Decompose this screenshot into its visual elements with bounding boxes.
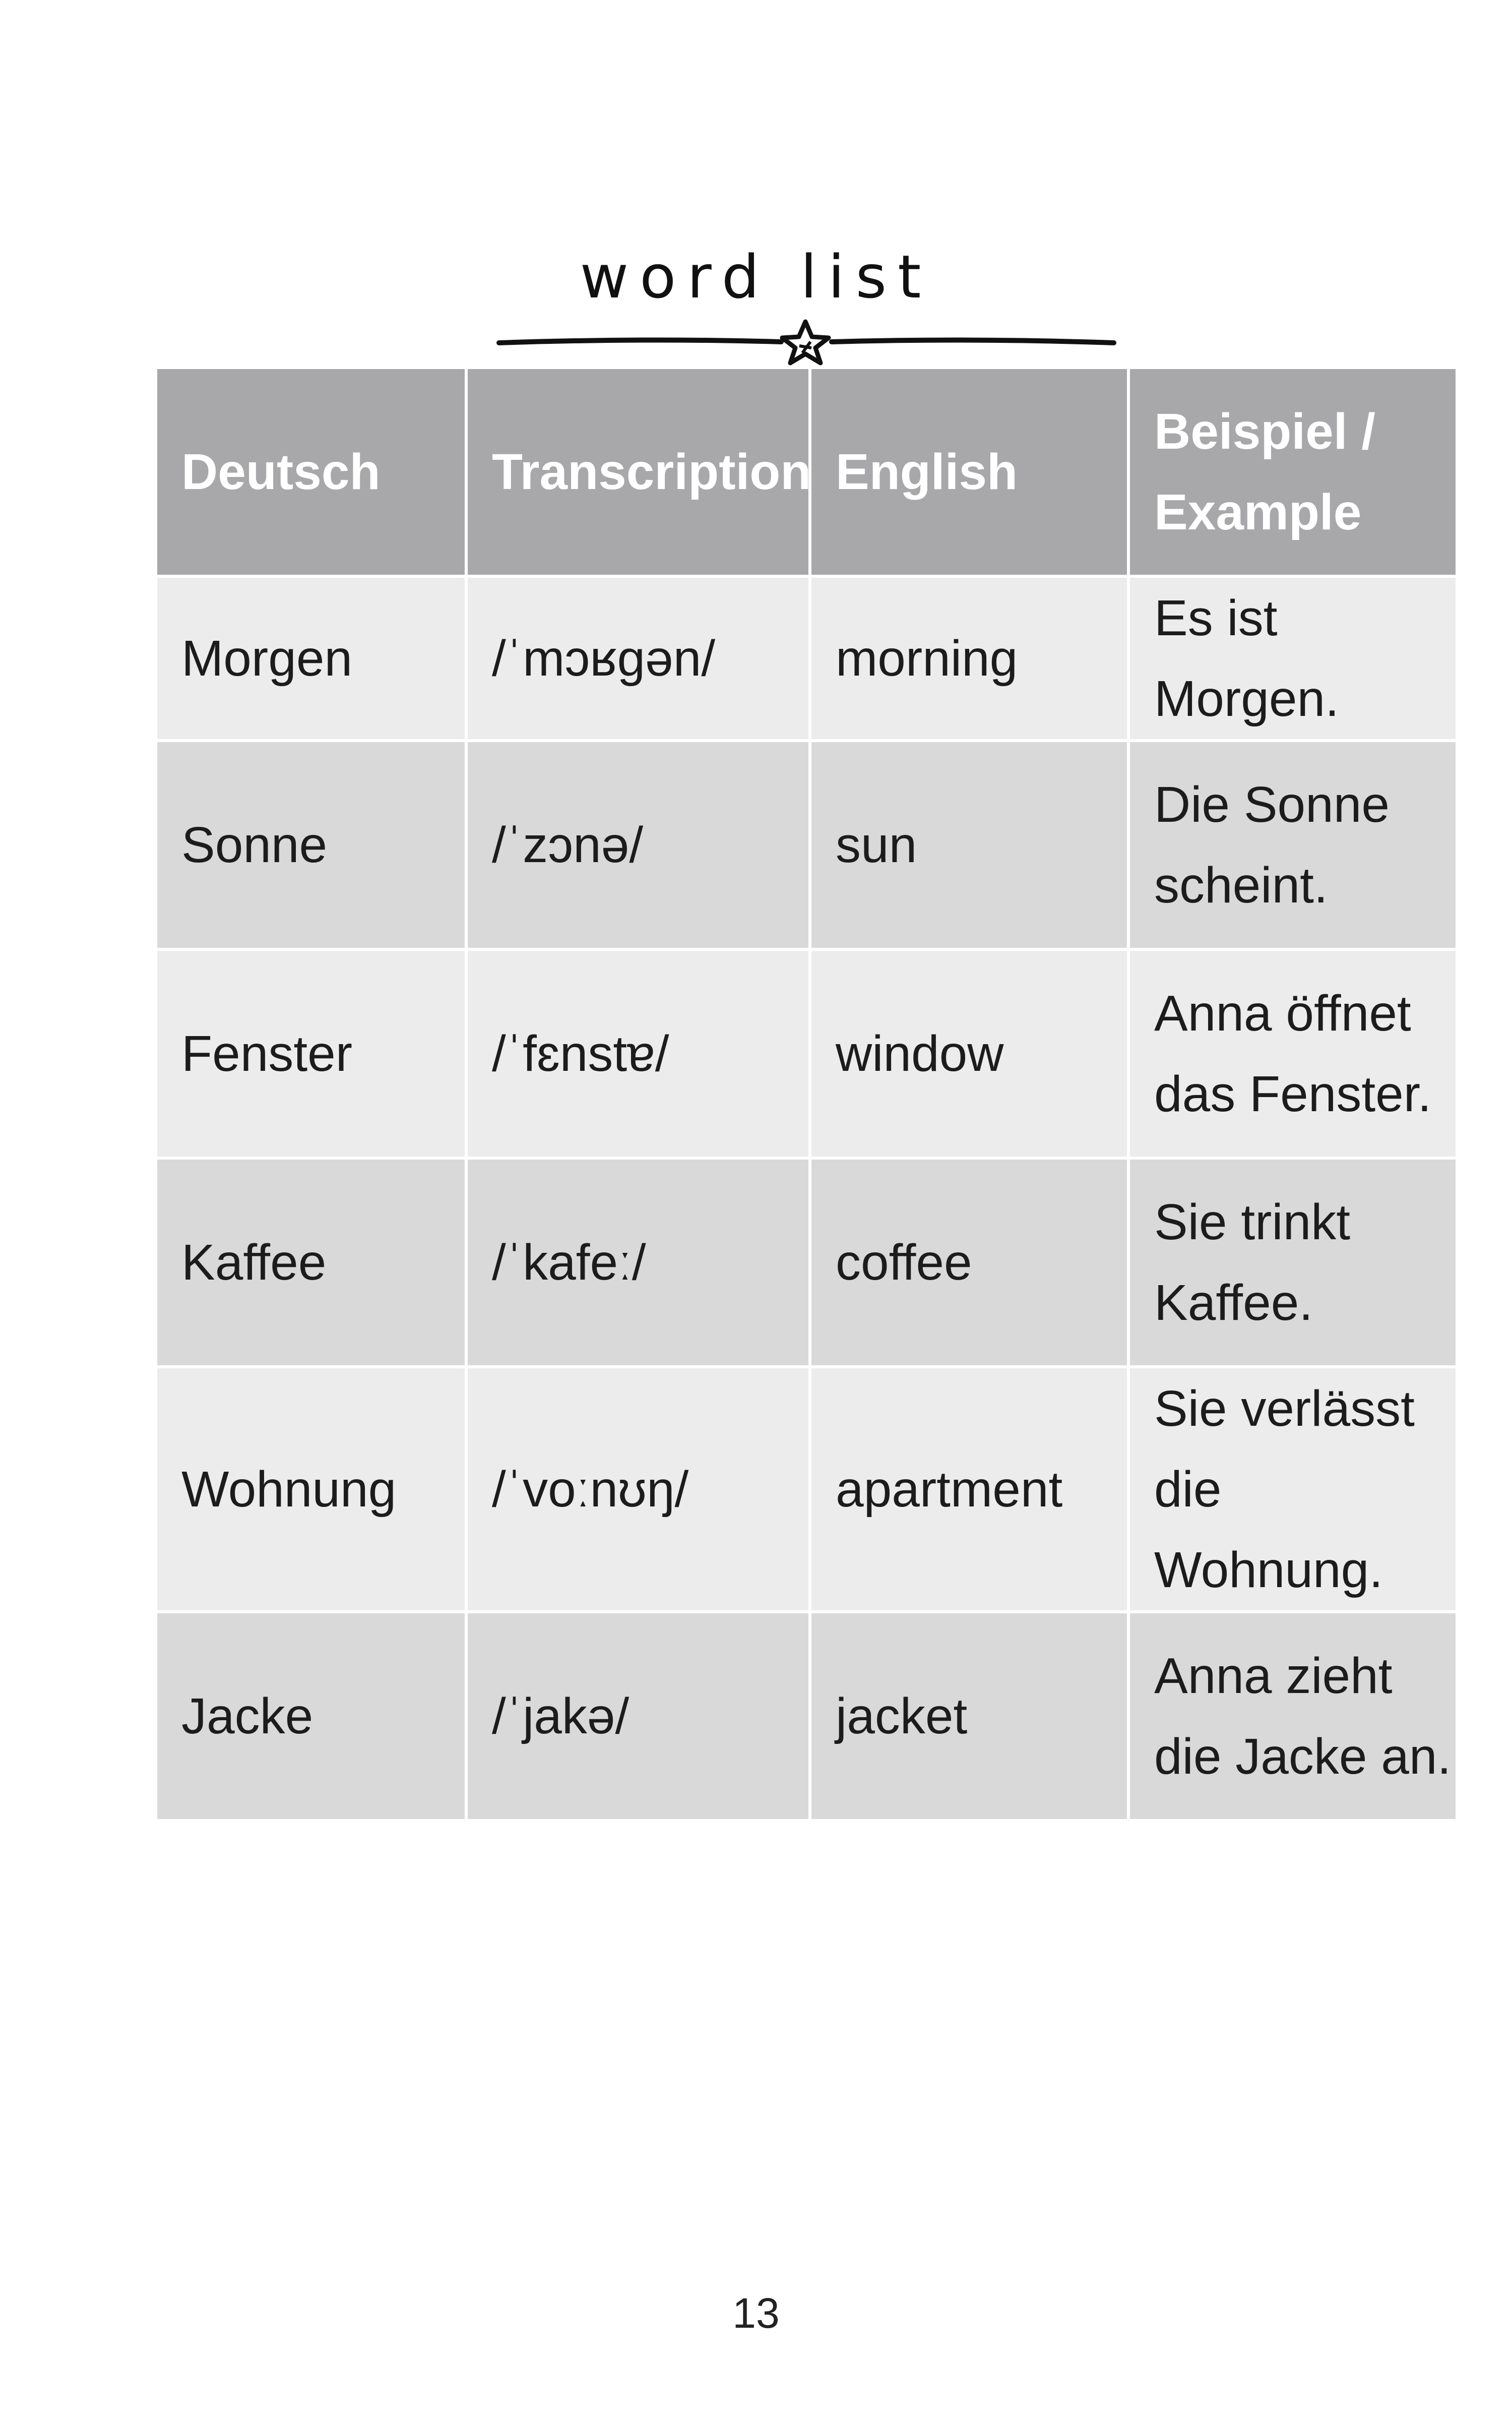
cell-transcription: /ˈfɛnstɐ/ [466,949,810,1158]
table-row [156,1367,1457,1612]
cell-english: apartment [810,1367,1128,1612]
cell-example: Die Sonne scheint. [1128,741,1457,949]
cell-english: coffee [810,1158,1128,1367]
cell-english: jacket [810,1612,1128,1821]
table-row [156,949,1457,1158]
cell-deutsch: Fenster [156,949,466,1158]
page-number: 13 [732,2289,780,2337]
cell-deutsch: Jacke [156,1612,466,1821]
cell-deutsch: Kaffee [156,1158,466,1367]
cell-transcription: /ˈkafeː/ [466,1158,810,1367]
star-divider-icon [494,313,1119,368]
cell-example: Sie trinkt Kaffee. [1128,1158,1457,1367]
table-row [156,1612,1457,1821]
cell-english: window [810,949,1128,1158]
cell-example: Anna öffnet das Fenster. [1128,949,1457,1158]
cell-transcription: /ˈmɔʁɡən/ [466,576,810,741]
column-header-deutsch: Deutsch [156,368,466,576]
column-header-example: Beispiel / Example [1128,368,1457,576]
table-row [156,1158,1457,1367]
cell-deutsch: Morgen [156,576,466,741]
cell-example: Sie verlässt die Wohnung. [1128,1367,1457,1612]
cell-english: morning [810,576,1128,741]
cell-deutsch: Sonne [156,741,466,949]
column-header-english: English [810,368,1128,576]
cell-transcription: /ˈzɔnə/ [466,741,810,949]
cell-example: Anna zieht die Jacke an. [1128,1612,1457,1821]
table-row [156,576,1457,741]
cell-example: Es ist Morgen. [1128,576,1457,741]
column-header-transcription: Transcription [466,368,810,576]
cell-deutsch: Wohnung [156,1367,466,1612]
cell-transcription: /ˈjakə/ [466,1612,810,1821]
table-header-row [156,368,1457,576]
word-list-table [154,366,1459,1822]
table-row [156,741,1457,949]
page-title: word list [580,242,932,312]
cell-transcription: /ˈvoːnʊŋ/ [466,1367,810,1612]
cell-english: sun [810,741,1128,949]
